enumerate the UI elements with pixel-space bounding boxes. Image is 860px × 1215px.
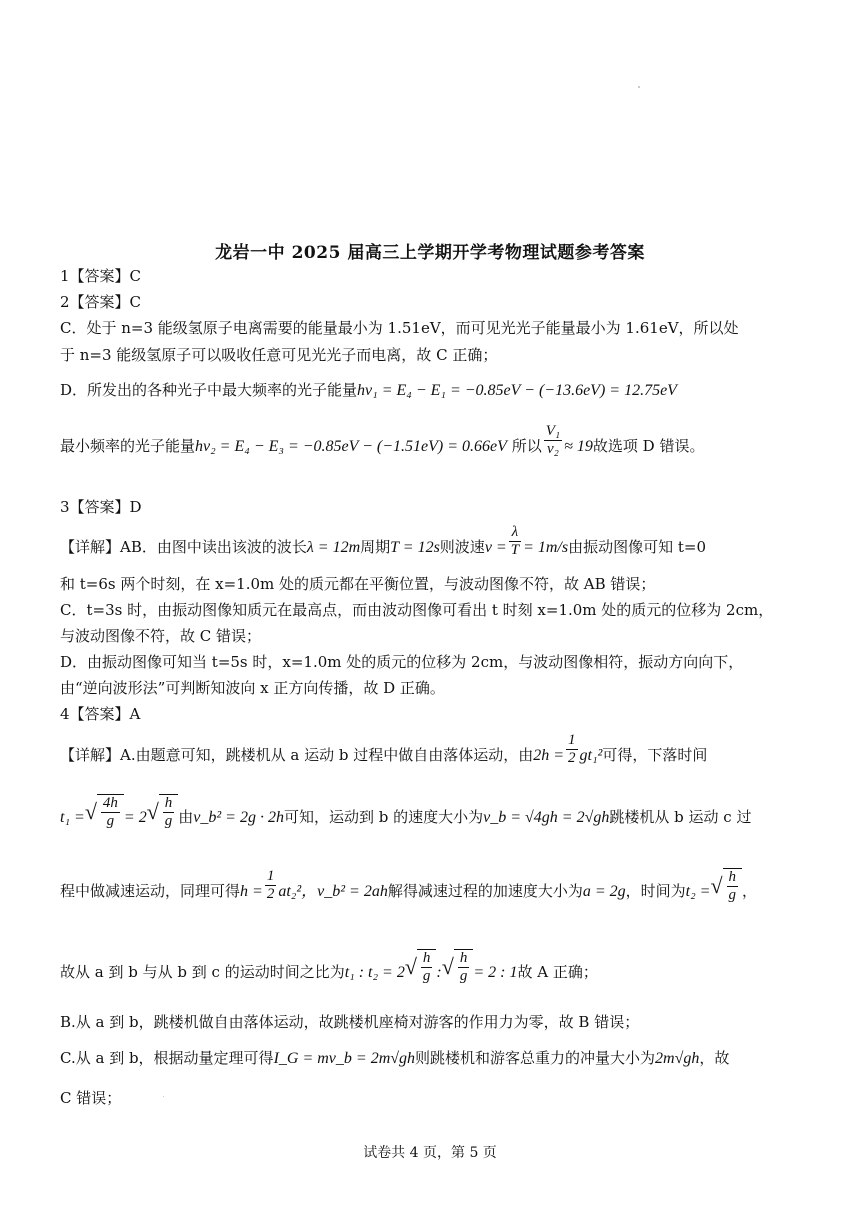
fraction-numerator: h [422, 950, 431, 966]
q2-min-equation: hν₂ = E₄ − E₃ = −0.85eV − (−1.51eV) = 0.66eV [195, 438, 507, 455]
q4-eq-t1: t₁ = [60, 809, 85, 826]
q2-ratio-value: ≈ 19 [564, 438, 593, 455]
q4-detail-line4 [60, 950, 810, 985]
q2-option-c-line1: C．处于 n=3 能级氢原子电离需要的能量最小为 1.51eV，而可见光光子能量最小为 1.61eV，所以处 [60, 319, 739, 337]
q4-eq-t2: t₂ = [685, 883, 711, 900]
q2-min-text: 最小频率的光子能量 [60, 437, 196, 455]
q4-text-decel: 程中做减速运动，同理可得 [60, 882, 241, 900]
q3-detail-line1 [60, 523, 810, 559]
fraction-denominator: 2 [568, 749, 576, 766]
q4-detail-line3 [60, 867, 810, 904]
q3-velocity-value: = 1m/s [523, 539, 569, 556]
fraction-numerator: h [164, 795, 173, 811]
q4-text-ratio: 故从 a 到 b 与从 b 到 c 的运动时间之比为 [60, 963, 345, 981]
q4-detail-line7: C 错误； [60, 1089, 122, 1107]
q3-wavelength-eq: λ = 12m [306, 539, 361, 556]
q4-sqrt-h-g-3: √ $\frac{h}{g}$ [405, 949, 437, 985]
q4-sqrt-4h-g: √ $\frac{4h}{g}$ [85, 794, 124, 830]
q4-half-fraction-2 [265, 868, 277, 903]
q4-text-speed: 可知，运动到 b 的速度大小为 [283, 808, 484, 826]
q3-text-d: 由振动图像可知 t=0 [568, 538, 707, 556]
q2-d-text: D．所发出的各种光子中最大频率的光子能量 [60, 381, 358, 399]
q2-ratio-fraction [544, 423, 562, 458]
q4-detail-line1 [60, 731, 810, 767]
q4-sqrt-h-g-2: √ $\frac{h}{g}$ [710, 868, 742, 904]
q2-min-end: 故选项 D 错误。 [592, 437, 705, 455]
page-title: 龙岩一中 2025 届高三上学期开学考物理试题参考答案 [215, 243, 645, 263]
fraction-denominator: g [728, 887, 737, 903]
q2-option-c-line2: 于 n=3 能级氢原子可以吸收任意可见光光子而电离，故 C 正确； [60, 346, 498, 364]
q4-text-so: ，故 [699, 1049, 730, 1067]
q3-velocity-eq: v = [484, 539, 507, 556]
page-footer: 试卷共 4 页，第 5 页 [363, 1145, 497, 1161]
q3-detail-line6: 由“逆向波形法”可判断知波向 x 正方向传播，故 D 正确。 [60, 679, 445, 697]
q4-ratio-colon: : [436, 964, 442, 981]
q4-eq-at2: at₂² [278, 883, 302, 900]
q4-eq-2h: 2h = [533, 747, 565, 764]
fraction-denominator: g [164, 813, 173, 829]
fraction-numerator: λ [509, 524, 521, 542]
fraction-denominator: 2 [266, 885, 275, 902]
q4-detail-line2 [60, 795, 810, 830]
q4-detail-line5: B.从 a 到 b，跳楼机做自由落体运动，故跳楼机座椅对游客的作用力为零，故 B 错误； [60, 1013, 640, 1031]
answer-1: 1【答案】C [60, 267, 142, 285]
q4-text-accel: 解得减速过程的加速度大小为 [387, 882, 583, 900]
fraction-denominator: ν₂ [546, 440, 559, 457]
fraction-denominator: g [422, 968, 431, 984]
q3-text-c: 则波速 [439, 538, 485, 556]
q3-detail-line4: 与波动图像不符，故 C 错误； [60, 627, 262, 645]
q2-min-so: 所以 [511, 437, 542, 455]
q4-text-you: 由 [178, 808, 194, 826]
q3-detail-line3: C．t=3s 时，由振动图像知质元在最高点，而由波动图像可看出 t 时刻 x=1.0m 处的质元的位移为 2cm， [60, 601, 774, 619]
speck-dot [163, 1096, 164, 1097]
q4-eq-vb: v_b = √4gh = 2√gh [483, 809, 610, 826]
q4-eq-equals-2: = 2 [123, 809, 147, 826]
q4-eq-t1t2: t₁ : t₂ = 2 [344, 964, 405, 981]
q4-eq-vb2: v_b² = 2g · 2h [193, 809, 284, 826]
q4-eq-impulse-value: 2m√gh [655, 1050, 700, 1067]
fraction-denominator: g [106, 813, 115, 829]
q4-text-a: 【详解】A.由题意可知，跳楼机从 a 运动 b 过程中做自由落体运动，由 [60, 746, 534, 764]
q3-period-eq: T = 12s [390, 539, 440, 556]
fraction-denominator: g [459, 968, 468, 984]
q4-eq-vb2-2ah: ，v_b² = 2ah [301, 883, 388, 900]
q3-velocity-fraction [509, 524, 521, 559]
answer-2: 2【答案】C [60, 293, 142, 311]
q3-detail-line5: D．由振动图像可知当 t=5s 时，x=1.0m 处的质元的位移为 2cm，与波动图像相符，振动方向向下， [60, 653, 744, 671]
speck-dot [638, 86, 640, 88]
answer-4: 4【答案】A [60, 705, 141, 723]
q3-detail-line2: 和 t=6s 两个时刻，在 x=1.0m 处的质元都在平衡位置，与波动图像不符，故 AB 错误； [60, 575, 656, 593]
q3-text-b: 周期 [360, 538, 391, 556]
q4-detail-line6 [60, 1048, 810, 1069]
fraction-numerator: 4h [102, 795, 118, 811]
q3-text-a: 【详解】AB．由图中读出该波的波长 [60, 538, 307, 556]
q4-eq-impulse: I_G = mv_b = 2m√gh [273, 1050, 416, 1067]
q4-text-time: ，时间为 [625, 882, 686, 900]
q4-text-momentum: C.从 a 到 b，根据动量定理可得 [60, 1049, 274, 1067]
fraction-numerator: h [728, 869, 737, 885]
q4-sqrt-h-g: √ $\frac{h}{g}$ [147, 794, 179, 830]
fraction-numerator: h [459, 950, 468, 966]
q4-eq-a2g: a = 2g [582, 883, 626, 900]
q4-comma: ， [742, 882, 758, 900]
q4-ratio-value: = 2 : 1 [473, 964, 518, 981]
q2-min-frequency [60, 422, 810, 458]
fraction-denominator: T [510, 541, 520, 558]
q4-eq-h: h = [240, 883, 263, 900]
answer-3: 3【答案】D [60, 498, 142, 516]
q4-text-impulse: 则跳楼机和游客总重力的冲量大小为 [415, 1049, 656, 1067]
fraction-numerator: 1 [266, 867, 275, 884]
q4-sqrt-h-g-4: √ $\frac{h}{g}$ [442, 949, 474, 985]
q4-eq-gt: gt₁² [579, 747, 603, 764]
q4-half-fraction [566, 732, 578, 767]
fraction-numerator: 1 [568, 731, 576, 748]
fraction-numerator: V₁ [545, 422, 561, 439]
q4-text-bc: 跳楼机从 b 运动 c 过 [609, 808, 752, 826]
q4-text-b: 可得，下落时间 [602, 746, 708, 764]
q2-option-d [60, 380, 810, 401]
q4-text-a-correct: 故 A 正确； [517, 963, 598, 981]
q2-d-equation: hν₁ = E₄ − E₁ = −0.85eV − (−13.6eV) = 12.75eV [357, 382, 677, 399]
